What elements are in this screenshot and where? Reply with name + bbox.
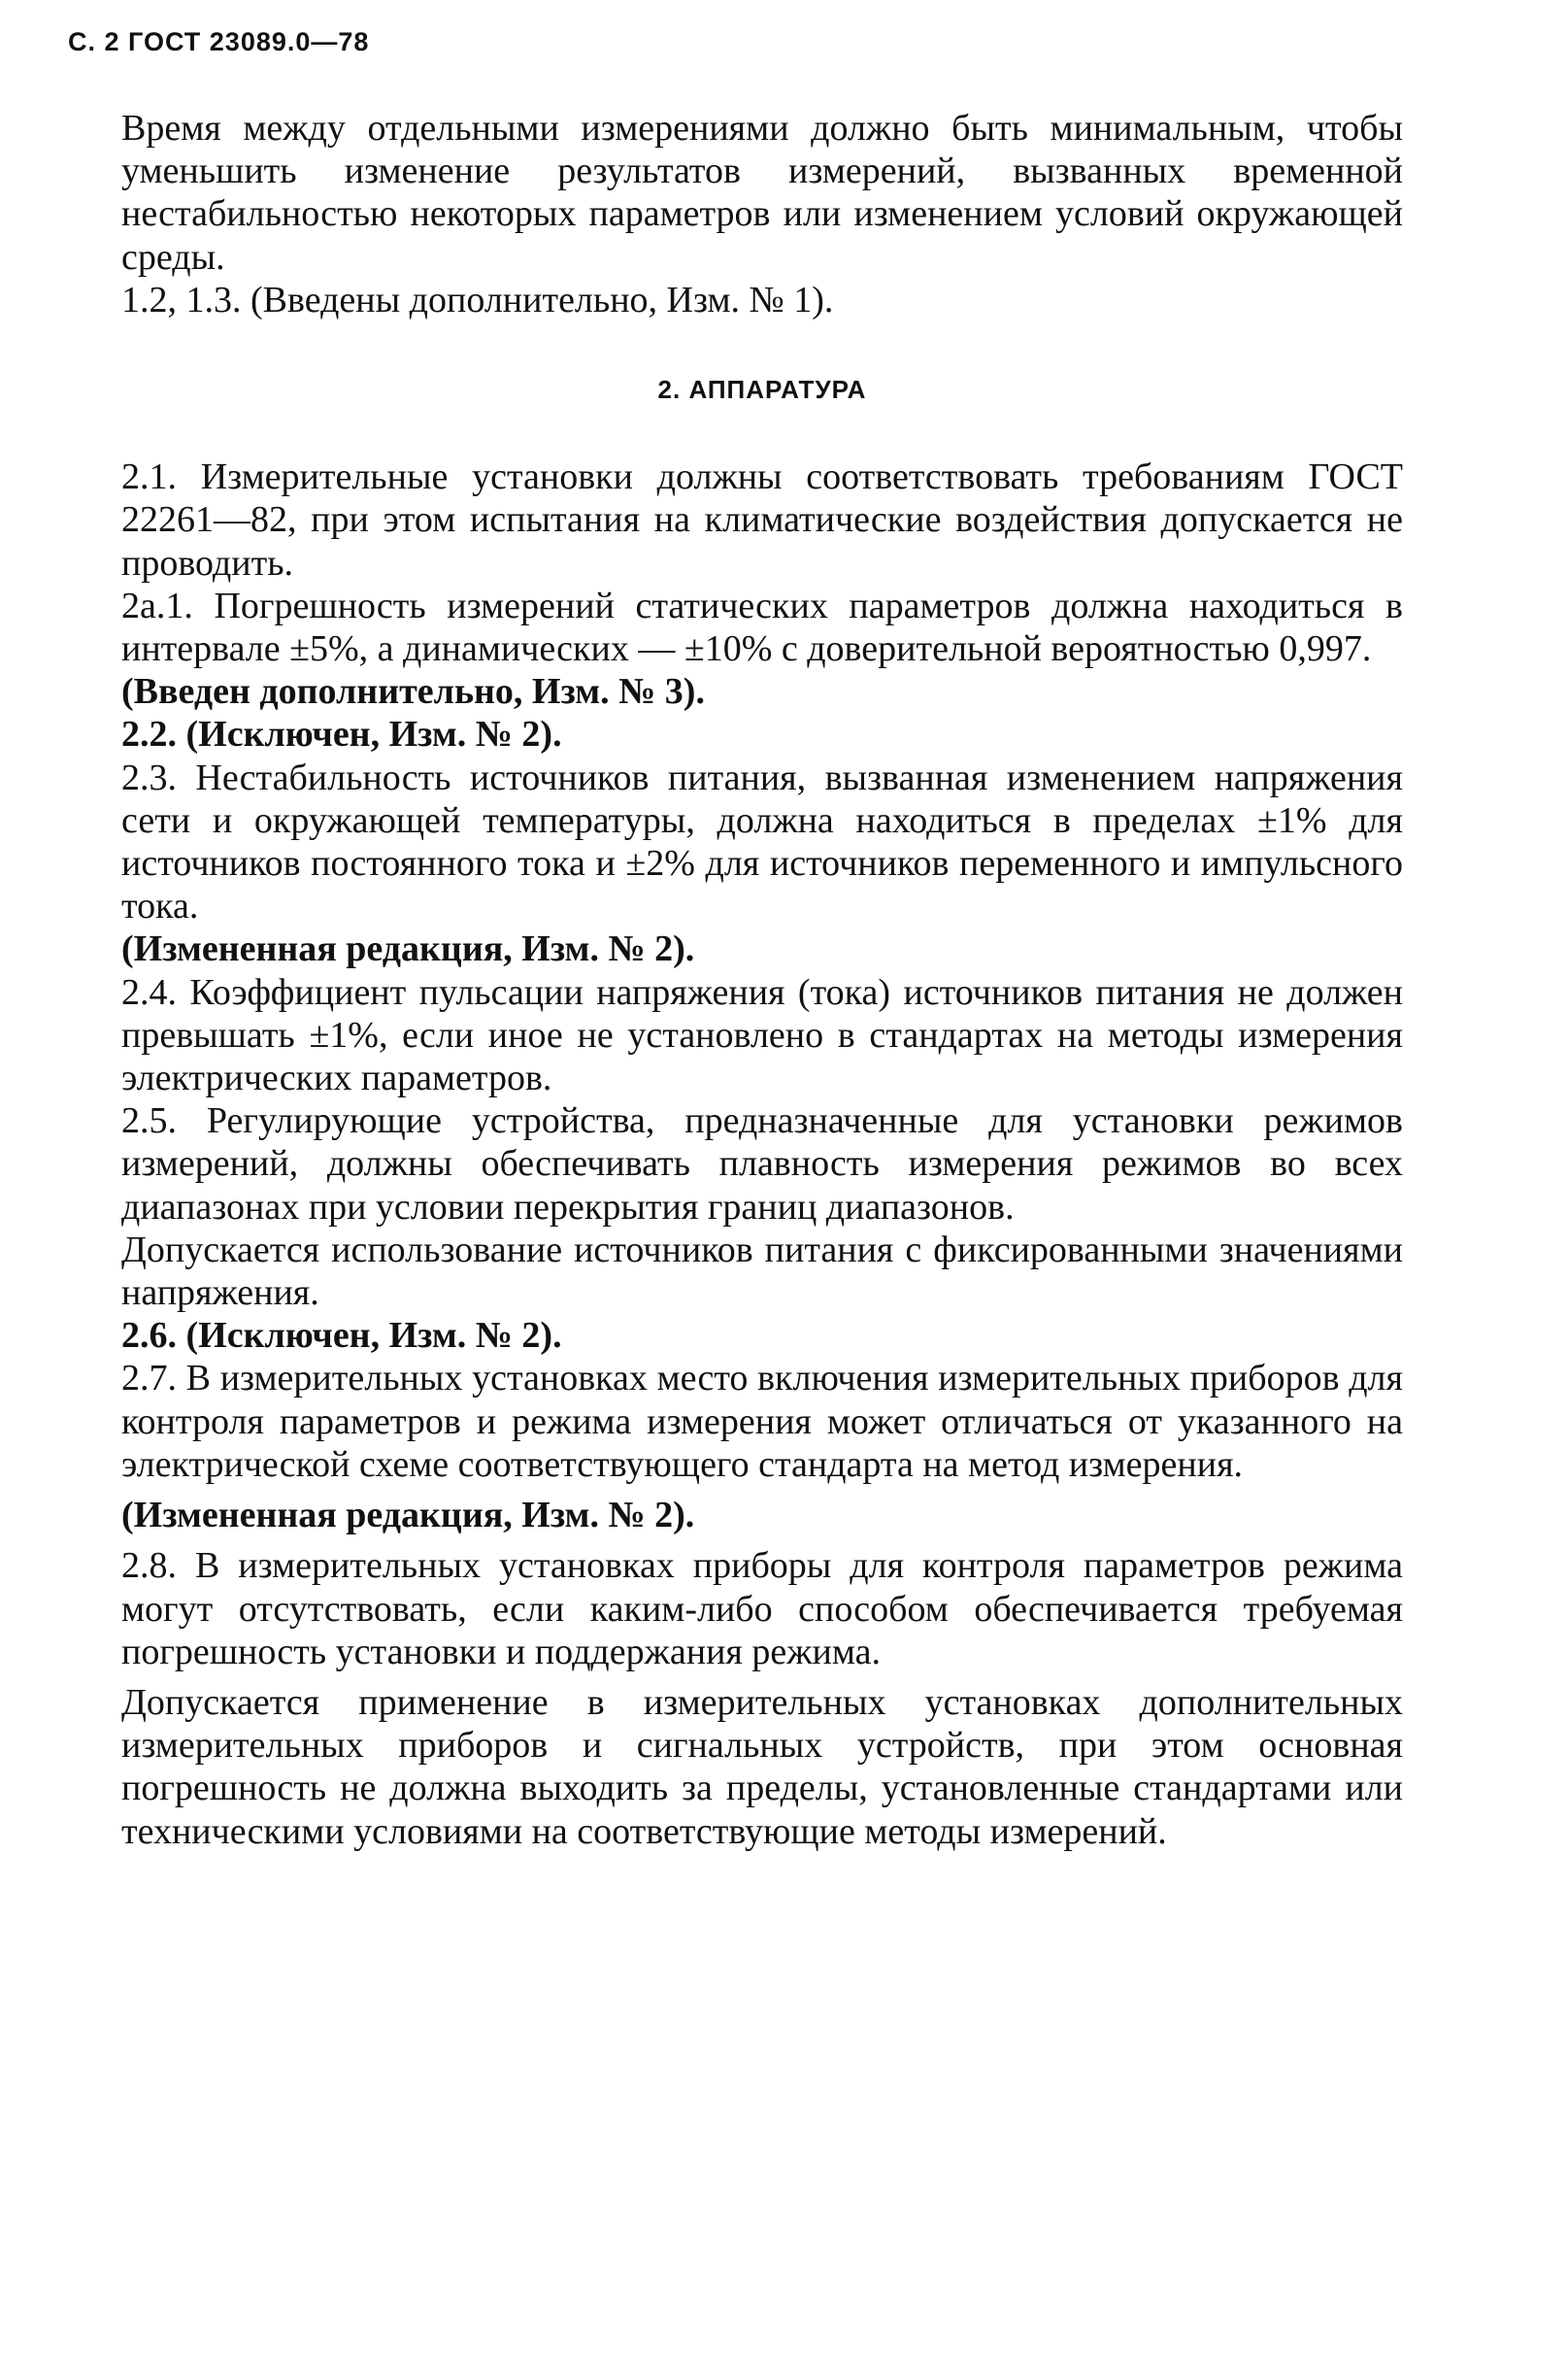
clause-2-5: 2.5. Регулирующие устройства, предназначенные для установки режимов измерений, должны обеспечивать плавность измерения режимов во всех диапазонах при условии перекрытия границ диапазонов. <box>121 1100 1403 1228</box>
intro-note: 1.2, 1.3. (Введены дополнительно, Изм. № 1). <box>121 279 834 320</box>
clause-2-5-continuation: Допускается использование источников питания с фиксированными значениями напряжения. <box>121 1229 1403 1314</box>
amendment-note: (Измененная редакция, Изм. № 2). <box>121 1495 695 1536</box>
clause-2-3: 2.3. Нестабильность источников питания, вызванная изменением напряжения сети и окружающей температуры, должна находиться в пределах ±1% для источников постоянного тока и ±2% для источников переменного и импульсного тока. <box>121 757 1403 927</box>
section-title: 2. АППАРАТУРА <box>657 375 867 405</box>
clause-2a-1: 2а.1. Погрешность измерений статических параметров должна находиться в интервале ±5%, а динамических — ±10% с доверительной вероятностью 0,997. <box>121 585 1403 670</box>
clause-2-8-continuation: Допускается применение в измерительных установках дополнительных измерительных приборов и сигнальных устройств, при этом основная погрешность не должна выходить за пределы, установленные стандартами или техническими условиями на соответствующие методы измерений. <box>121 1681 1403 1852</box>
intro-paragraph: Время между отдельными измерениями должно быть минимальным, чтобы уменьшить изменение результатов измерений, вызванных временной нестабильностью некоторых параметров или изменением условий окружающей среды. <box>121 108 1403 278</box>
clause-2-1: 2.1. Измерительные установки должны соответствовать требованиям ГОСТ 22261—82, при этом испытания на климатические воздействия допускается не проводить. <box>121 456 1403 584</box>
clause-2-7: 2.7. В измерительных установках место включения измерительных приборов для контроля параметров и режима измерения может отличаться от указанного на электрической схеме соответствующего стандарта на метод измерения. <box>121 1358 1403 1485</box>
clause-2-2: 2.2. (Исключен, Изм. № 2). <box>121 714 562 756</box>
amendment-note: (Измененная редакция, Изм. № 2). <box>121 928 695 970</box>
amendment-note: (Введен дополнительно, Изм. № 3). <box>121 671 705 713</box>
page-body <box>121 107 1403 1853</box>
clause-2-8: 2.8. В измерительных установках приборы для контроля параметров режима могут отсутствовать, если каким-либо способом обеспечивается требуемая погрешность установки и поддержания режима. <box>121 1545 1403 1672</box>
clause-2-6: 2.6. (Исключен, Изм. № 2). <box>121 1315 562 1357</box>
clause-2-4: 2.4. Коэффициент пульсации напряжения (тока) источников питания не должен превышать ±1%, если иное не установлено в стандартах на методы измерения электрических параметров. <box>121 971 1403 1099</box>
running-head: С. 2 ГОСТ 23089.0—78 <box>68 27 370 56</box>
